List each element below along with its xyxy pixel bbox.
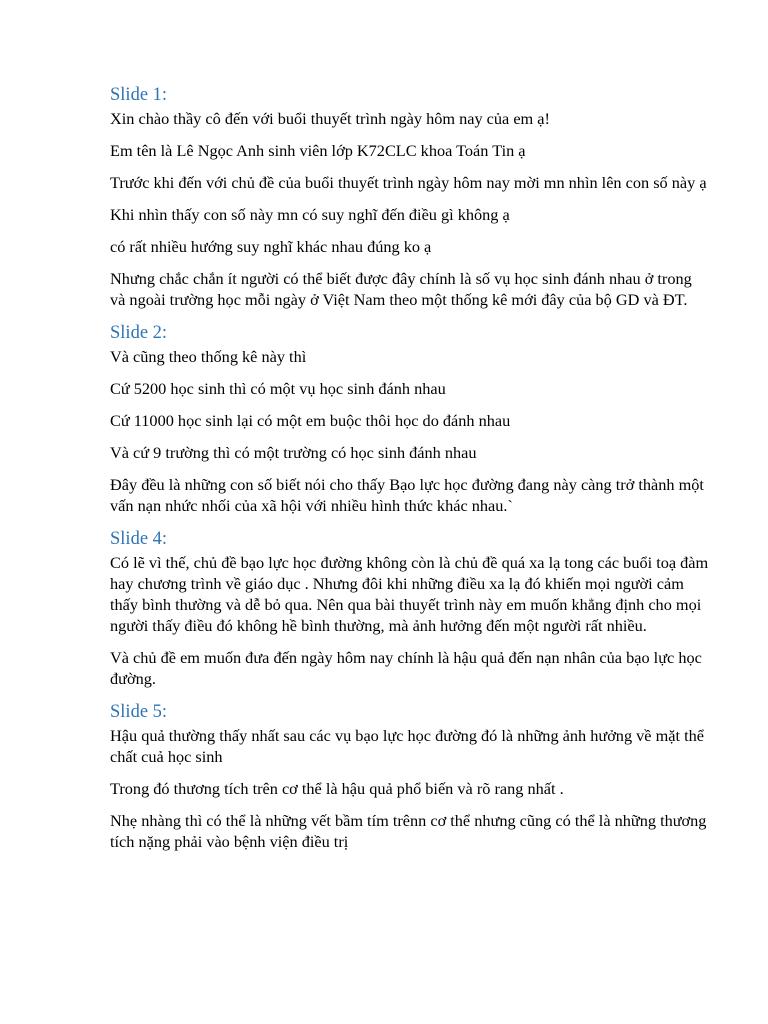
slide-5-paragraph-1: Hậu quả thường thấy nhất sau các vụ bạo lực học đường đó là những ảnh hưởng về mặt thể chất cuả học sinh <box>110 726 704 766</box>
slide-4-heading: Slide 4: <box>110 529 168 549</box>
slide-1-heading: Slide 1: <box>110 85 168 105</box>
slide-2-section <box>110 322 710 516</box>
slide-5-paragraph-3: Nhẹ nhàng thì có thể là những vết bầm tím trênn cơ thể nhưng cũng có thể là những thương tích nặng phải vào bệnh viện điều trị <box>110 811 707 851</box>
slide-4-paragraph-1: Có lẽ vì thế, chủ đề bạo lực học đường không còn là chủ đề quá xa lạ tong các buổi toạ đàm hay chương trình về giáo dục . Nhưng đôi khi những điều xa lạ đó khiến mọi người cảm thấy bình thường và dễ bỏ qua. Nên qua bài thuyết trình này em muốn khẳng định cho mọi người thấy điều đó không hề bình thường, mà ảnh hưởng đến một người rất nhiều. <box>110 553 709 635</box>
slide-1-paragraph-4: Khi nhìn thấy con số này mn có suy nghĩ đến điều gì không ạ <box>110 205 510 224</box>
slide-5-section <box>110 701 710 852</box>
slide-5-paragraph-2: Trong đó thương tích trên cơ thể là hậu quả phổ biến và rõ rang nhất . <box>110 779 564 798</box>
slide-1-paragraph-2: Em tên là Lê Ngọc Anh sinh viên lớp K72CLC khoa Toán Tin ạ <box>110 141 526 160</box>
slide-4-paragraph-2: Và chủ đề em muốn đưa đến ngày hôm nay chính là hậu quả đến nạn nhân của bạo lực học đường. <box>110 648 702 688</box>
slide-2-heading: Slide 2: <box>110 323 168 343</box>
slide-1-paragraph-6: Nhưng chắc chắn ít người có thể biết được đây chính là số vụ học sinh đánh nhau ở trong và ngoài trường học mỗi ngày ở Việt Nam theo một thống kê mới đây của bộ GD và ĐT. <box>110 269 692 309</box>
slide-2-paragraph-5: Đây đều là những con số biết nói cho thấy Bạo lực học đường đang này càng trở thành một vấn nạn nhức nhối của xã hội với nhiều hình thức khác nhau.` <box>110 475 704 515</box>
slide-1-section <box>110 84 710 310</box>
slide-2-paragraph-3: Cứ 11000 học sinh lại có một em buộc thôi học do đánh nhau <box>110 411 511 430</box>
slide-2-paragraph-4: Và cứ 9 trường thì có một trường có học sinh đánh nhau <box>110 443 477 462</box>
document-page <box>110 84 710 863</box>
slide-1-paragraph-3: Trước khi đến với chủ đề của buổi thuyết trình ngày hôm nay mời mn nhìn lên con số này ạ <box>110 173 707 192</box>
slide-1-paragraph-5: có rất nhiều hướng suy nghĩ khác nhau đúng ko ạ <box>110 237 432 256</box>
slide-5-heading: Slide 5: <box>110 702 168 722</box>
slide-1-paragraph-1: Xin chào thầy cô đến với buổi thuyết trình ngày hôm nay của em ạ! <box>110 109 550 128</box>
slide-4-section <box>110 528 710 689</box>
slide-2-paragraph-2: Cứ 5200 học sinh thì có một vụ học sinh đánh nhau <box>110 379 446 398</box>
slide-2-paragraph-1: Và cũng theo thống kê này thì <box>110 347 307 366</box>
